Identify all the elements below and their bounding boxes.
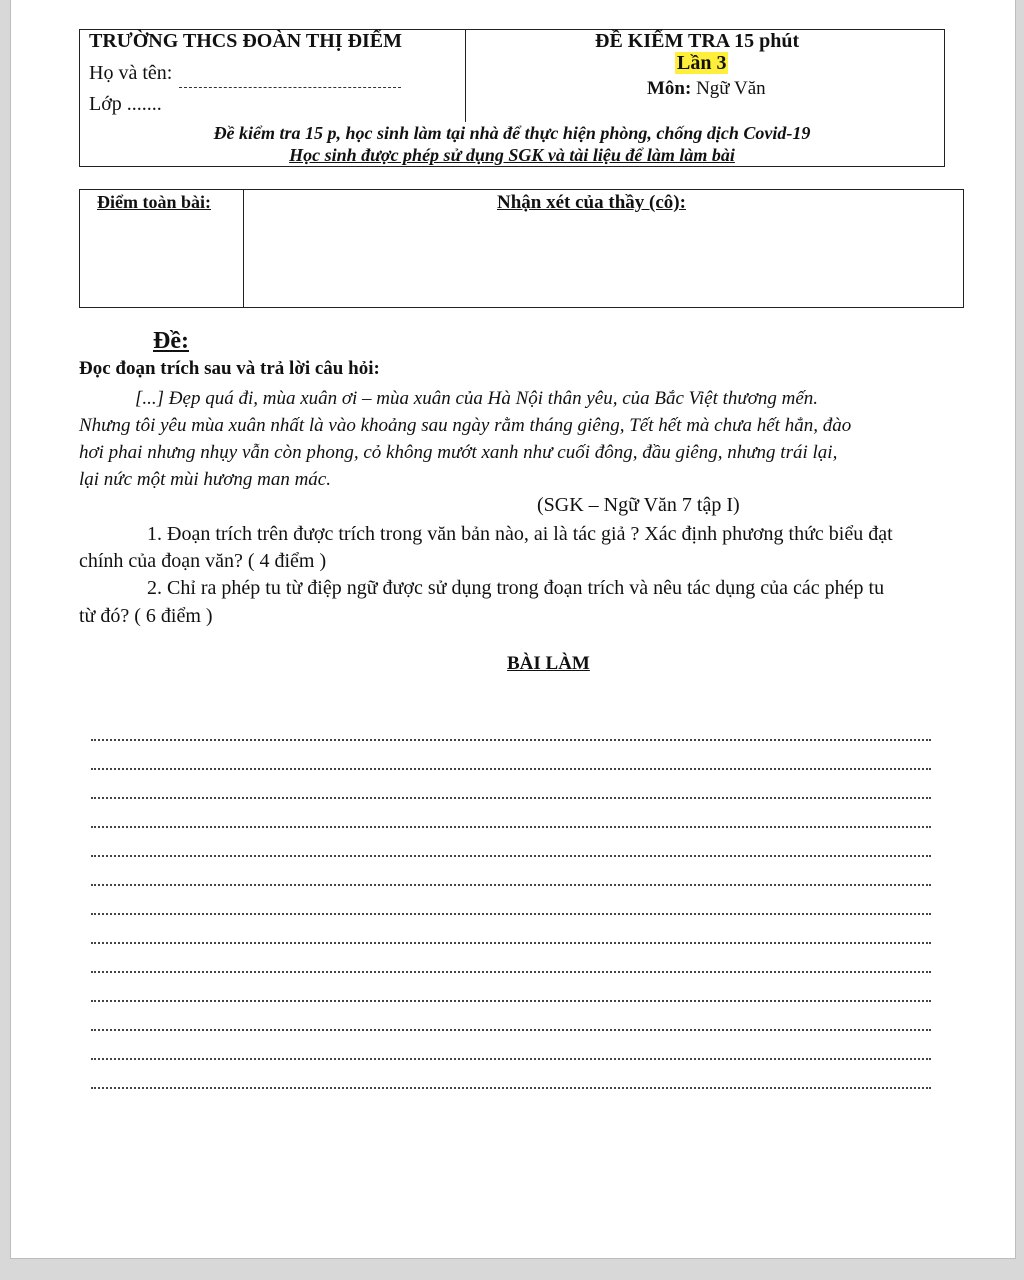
answer-heading: BÀI LÀM [507, 653, 590, 674]
answer-writing-line[interactable] [91, 884, 931, 887]
subject-label: Môn: [647, 78, 692, 99]
attempt-text: Lần 3 [677, 52, 727, 74]
answer-writing-line[interactable] [91, 1058, 931, 1061]
name-label: Họ và tên: [89, 62, 173, 84]
answer-writing-line[interactable] [91, 855, 931, 858]
answer-writing-line[interactable] [91, 971, 931, 974]
exam-title: ĐỀ KIỂM TRA 15 phút [595, 30, 800, 52]
question-2-line-2: từ đó? ( 6 điểm ) [79, 605, 213, 627]
answer-writing-line[interactable] [91, 913, 931, 916]
class-label: Lớp ....... [89, 93, 162, 115]
score-label: Điểm toàn bài: [97, 192, 211, 212]
answer-writing-line[interactable] [91, 768, 931, 771]
grading-divider [243, 189, 244, 308]
excerpt-line-2: Nhưng tôi yêu mùa xuân nhất là vào khoảng sau ngày rằm tháng giêng, Tết hết mà chưa hết hẳn, đào [79, 415, 852, 436]
instruction: Đọc đoạn trích sau và trả lời câu hỏi: [79, 358, 380, 379]
answer-writing-line[interactable] [91, 739, 931, 742]
excerpt-line-4: lại nức một mùi hương man mác. [79, 469, 331, 490]
notice-line-2: Học sinh được phép sử dụng SGK và tài liệu để làm làm bài [289, 145, 735, 165]
question-1-line-2: chính của đoạn văn? ( 4 điểm ) [79, 550, 327, 572]
subject-value: Ngữ Văn [696, 78, 766, 99]
answer-writing-line[interactable] [91, 942, 931, 945]
excerpt-line-3: hơi phai nhưng nhụy vẫn còn phong, cỏ không mướt xanh như cuối đông, đầu giêng, nhưng trái lại, [79, 442, 838, 463]
excerpt-source: (SGK – Ngữ Văn 7 tập I) [537, 494, 740, 516]
attempt-badge [675, 52, 728, 75]
excerpt-line-1: [...] Đẹp quá đi, mùa xuân ơi – mùa xuân của Hà Nội thân yêu, của Bắc Việt thương mến. [135, 388, 819, 409]
question-2-line-1: 2. Chỉ ra phép tu từ điệp ngữ được sử dụng trong đoạn trích và nêu tác dụng của các phép tu [147, 577, 885, 599]
answer-writing-line[interactable] [91, 1029, 931, 1032]
name-field-line[interactable] [179, 87, 401, 88]
header-divider [465, 29, 466, 122]
de-title: Đề: [153, 328, 189, 354]
exam-page [10, 0, 1016, 1259]
notice-line-1: Đề kiểm tra 15 p, học sinh làm tại nhà để thực hiện phòng, chống dịch Covid-19 [213, 123, 811, 143]
question-1-line-1: 1. Đoạn trích trên được trích trong văn bản nào, ai là tác giả ? Xác định phương thức biểu đạt [147, 523, 893, 545]
comment-label: Nhận xét của thầy (cô): [497, 192, 686, 213]
answer-writing-line[interactable] [91, 826, 931, 829]
answer-writing-line[interactable] [91, 1087, 931, 1090]
subject-line [647, 78, 766, 100]
answer-writing-line[interactable] [91, 1000, 931, 1003]
answer-writing-line[interactable] [91, 797, 931, 800]
school-name: TRƯỜNG THCS ĐOÀN THỊ ĐIỂM [89, 30, 403, 52]
